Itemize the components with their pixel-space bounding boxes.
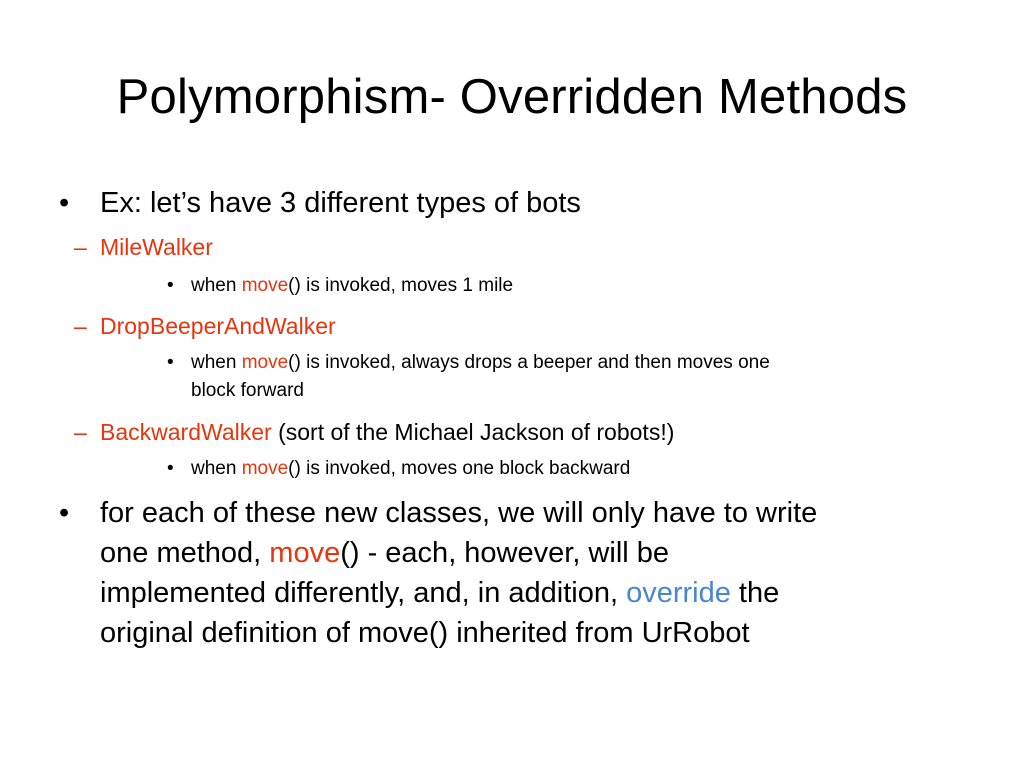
bullet-marker: • xyxy=(59,187,70,219)
conclusion-line-4 xyxy=(100,613,750,653)
conclusion-suffix: () - each, however, will be xyxy=(340,537,670,569)
method-keyword: move xyxy=(241,352,289,373)
class-name: MileWalker xyxy=(100,234,213,260)
detail-suffix: () is invoked, moves one block backward xyxy=(288,458,631,479)
bullet-marker: • xyxy=(167,352,174,373)
class-name: BackwardWalker xyxy=(100,419,272,445)
detail-prefix: when xyxy=(191,352,242,373)
detail-continuation: block forward xyxy=(191,380,304,401)
bullet-marker: • xyxy=(59,497,70,529)
bullet-text: Ex: let’s have 3 different types of bots xyxy=(100,187,581,219)
bullet-conclusion xyxy=(59,493,818,533)
class-name: DropBeeperAndWalker xyxy=(100,313,336,339)
slide-title: Polymorphism- Overridden Methods xyxy=(116,70,908,124)
subitem-milewalker xyxy=(74,231,213,263)
detail-prefix: when xyxy=(191,458,242,479)
detail-dropbeeperandwalker xyxy=(167,349,770,377)
detail-prefix: when xyxy=(191,275,242,296)
conclusion-line-3 xyxy=(100,573,779,613)
override-keyword: override xyxy=(626,577,731,609)
conclusion-text: original definition of move() inherited from UrRobot xyxy=(100,617,750,649)
detail-dropbeeperandwalker-continued xyxy=(191,377,304,405)
conclusion-suffix: the xyxy=(730,577,780,609)
dash-marker: – xyxy=(74,313,87,339)
conclusion-line-2 xyxy=(100,533,669,573)
detail-backwardwalker xyxy=(167,455,631,483)
subitem-dropbeeperandwalker xyxy=(74,310,336,342)
subitem-backwardwalker xyxy=(74,416,675,448)
detail-milewalker xyxy=(167,272,514,300)
bullet-marker: • xyxy=(167,275,174,296)
conclusion-prefix: implemented differently, and, in addition, xyxy=(100,577,627,609)
method-keyword: move xyxy=(269,537,341,569)
conclusion-line-1: for each of these new classes, we will only have to write xyxy=(100,497,818,529)
dash-marker: – xyxy=(74,234,87,260)
method-keyword: move xyxy=(241,458,289,479)
bullet-marker: • xyxy=(167,458,174,479)
class-note: (sort of the Michael Jackson of robots!) xyxy=(271,419,675,445)
conclusion-prefix: one method, xyxy=(100,537,270,569)
method-keyword: move xyxy=(241,275,289,296)
detail-suffix: () is invoked, moves 1 mile xyxy=(288,275,514,296)
detail-suffix: () is invoked, always drops a beeper and then moves one xyxy=(288,352,770,373)
bullet-intro xyxy=(59,183,581,223)
dash-marker: – xyxy=(74,419,87,445)
